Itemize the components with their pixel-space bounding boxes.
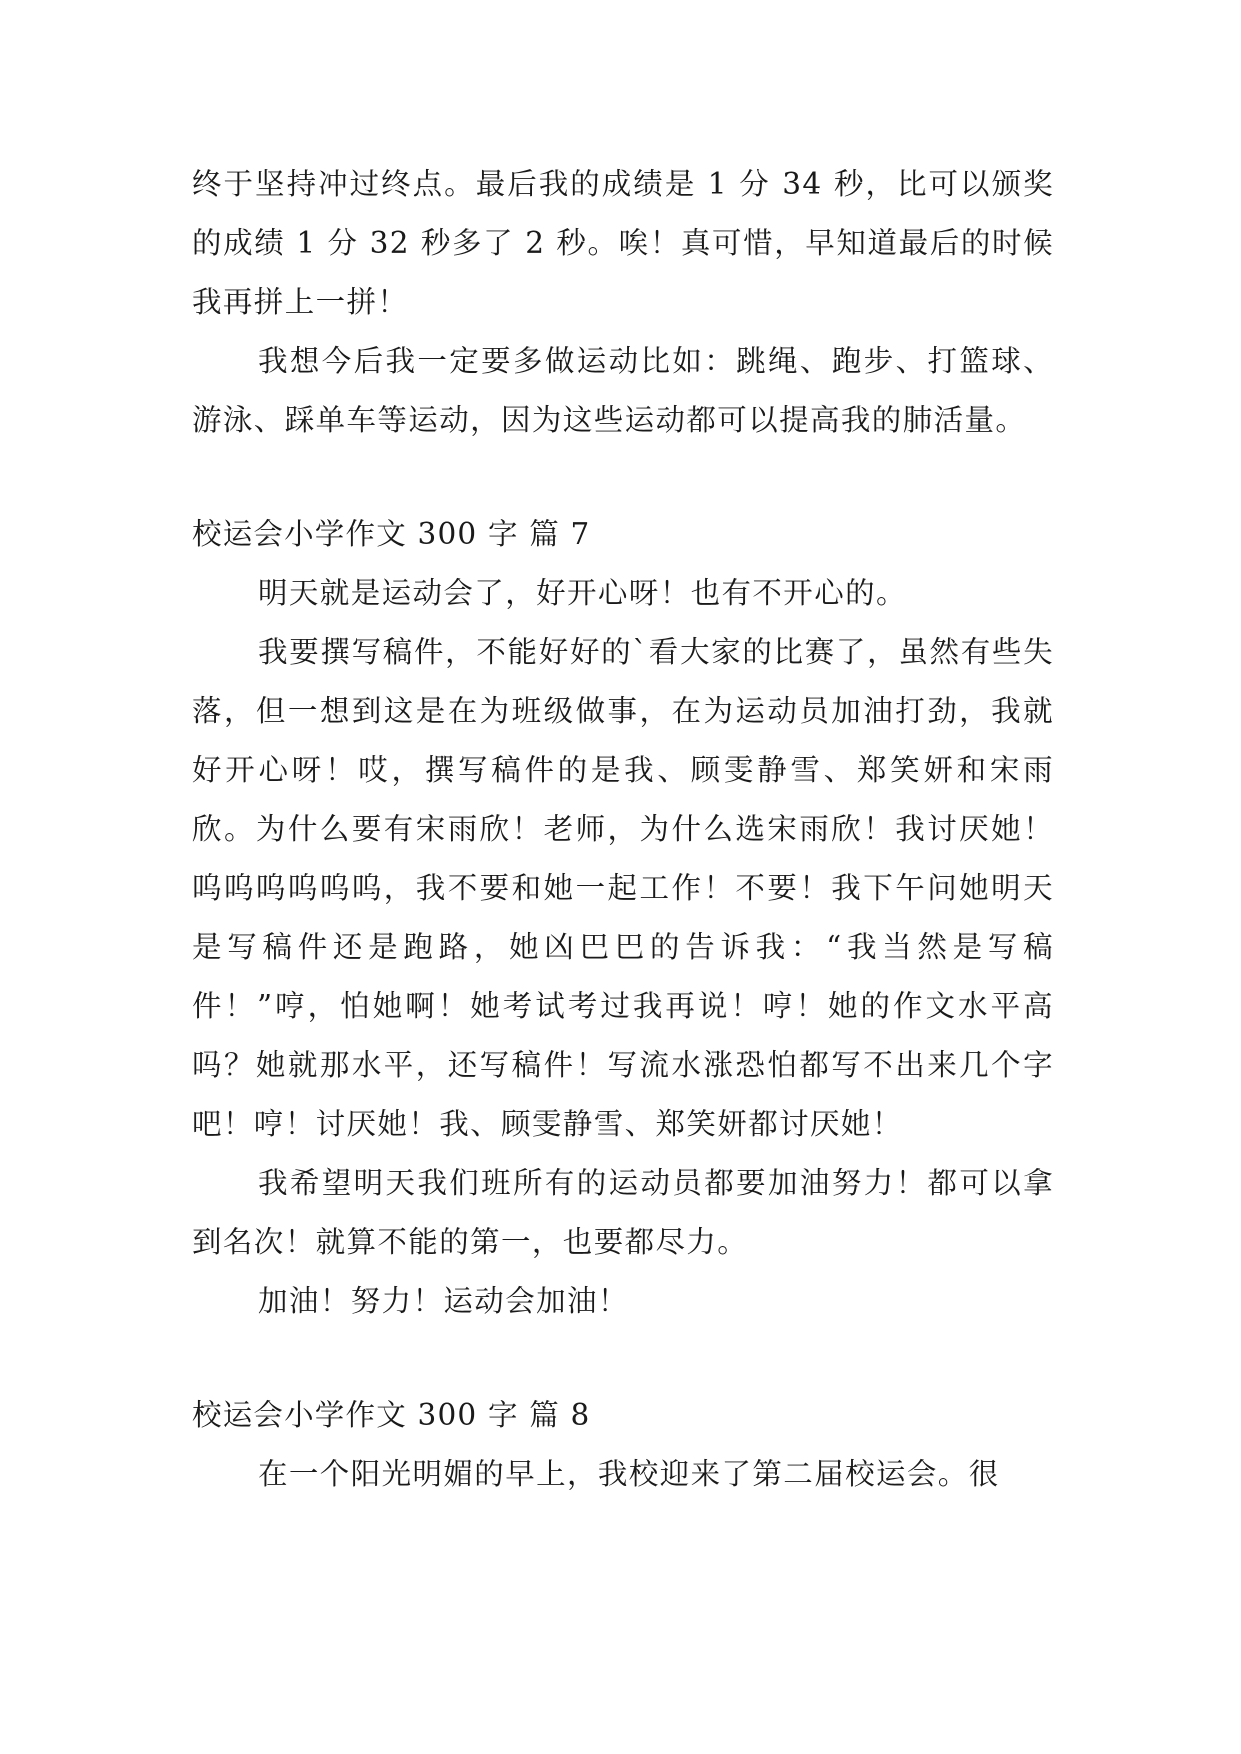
paragraph: 我要撰写稿件，不能好好的`看大家的比赛了，虽然有些失落，但一想到这是在为班级做事，在为运动员加油打劲，我就好开心呀！哎，撰写稿件的是我、顾雯静雪、郑笑妍和宋雨欣。为什么要有宋雨欣！老师，为什么选宋雨欣！我讨厌她！呜呜呜呜呜呜，我不要和她一起工作！不要！我下午问她明天是写稿件还是跑路，她凶巴巴的告诉我：“我当然是写稿件！”哼，怕她啊！她考试考过我再说！哼！她的作文水平高吗？她就那水平，还写稿件！写流水涨恐怕都写不出来几个字吧！哼！讨厌她！我、顾雯静雪、郑笑妍都讨厌她！ bbox=[192, 635, 1054, 1141]
section-gap bbox=[192, 1331, 1054, 1386]
paragraph: 加油！努力！运动会加油！ bbox=[258, 1284, 629, 1318]
section-gap bbox=[192, 450, 1054, 505]
paragraph: 在一个阳光明媚的早上，我校迎来了第二届校运会。很 bbox=[258, 1457, 1000, 1491]
paragraph: 终于坚持冲过终点。最后我的成绩是 1 分 34 秒，比可以颁奖的成绩 1 分 32 秒多了 2 秒。唉！真可惜，早知道最后的时候我再拼上一拼！ bbox=[192, 167, 1054, 319]
paragraph: 明天就是运动会了，好开心呀！也有不开心的。 bbox=[258, 576, 907, 610]
section-title: 校运会小学作文 300 字 篇 8 bbox=[192, 1398, 591, 1432]
document-body bbox=[192, 155, 1054, 1504]
section-title: 校运会小学作文 300 字 篇 7 bbox=[192, 517, 591, 551]
paragraph: 我想今后我一定要多做运动比如：跳绳、跑步、打篮球、游泳、踩单车等运动，因为这些运动都可以提高我的肺活量。 bbox=[192, 344, 1054, 437]
paragraph: 我希望明天我们班所有的运动员都要加油努力！都可以拿到名次！就算不能的第一，也要都尽力。 bbox=[192, 1166, 1054, 1259]
